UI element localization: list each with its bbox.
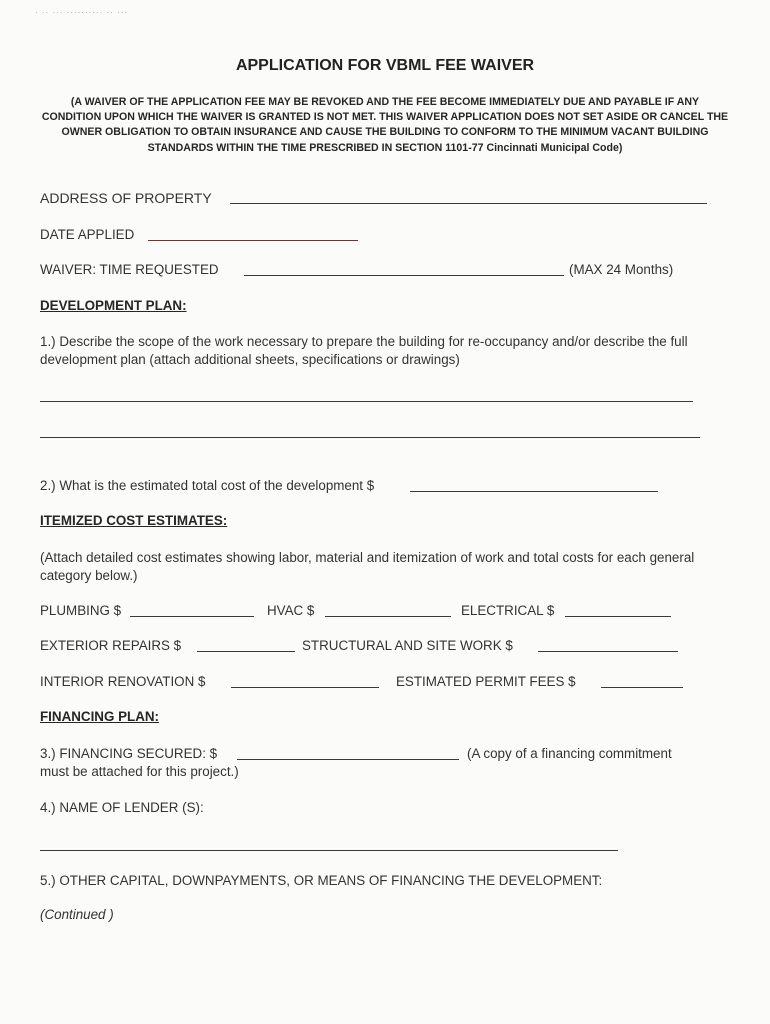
disclaimer-main: (A WAIVER OF THE APPLICATION FEE MAY BE REVOKED AND THE FEE BECOME IMMEDIATELY DUE AND PAYABLE IF ANY CONDITION UPON WHICH THE WAIVER IS GRANTED IS NOT MET. THIS WAIVER APPLICATION DOES NOT SET ASIDE OR CANCEL THE OWNER OBLIGATION TO OBTAIN INSURANCE AND CAUSE THE BUILDING TO CONFORM TO THE MINIMUM VACANT BUILDING STANDARDS WITHIN THE TIME PRESCRIBED IN SECTION 1101-77 xyxy=(41,96,729,154)
electrical-label: ELECTRICAL $ xyxy=(461,603,555,618)
interior-renovation-label: INTERIOR RENOVATION $ xyxy=(40,674,206,689)
question-3-note: (A copy of a financing commitment xyxy=(467,746,672,761)
itemized-cost-note: (Attach detailed cost estimates showing labor, material and itemization of work and total costs for each general category below.) xyxy=(40,550,695,583)
itemized-cost-heading: ITEMIZED COST ESTIMATES: xyxy=(40,513,228,528)
exterior-repairs-field-line[interactable] xyxy=(197,651,295,652)
disclaimer-tail: Cincinnati Municipal Code) xyxy=(483,141,623,154)
electrical-field-line[interactable] xyxy=(565,616,671,617)
question-3-note-cont: must be attached for this project.) xyxy=(40,764,239,779)
structural-label: STRUCTURAL AND SITE WORK $ xyxy=(302,638,513,653)
address-label: ADDRESS OF PROPERTY xyxy=(40,190,212,206)
question-3-label: 3.) FINANCING SECURED: $ xyxy=(40,746,218,761)
scan-header-mark: · ·· ··· ·········· ·· ··· xyxy=(35,8,129,17)
waiver-max-note: (MAX 24 Months) xyxy=(569,262,674,277)
interior-renovation-field-line[interactable] xyxy=(231,687,379,688)
plumbing-label: PLUMBING $ xyxy=(40,603,122,618)
lender-name-field-line[interactable] xyxy=(40,850,618,851)
date-applied-field-line[interactable] xyxy=(148,240,358,241)
question-2-cost-field-line[interactable] xyxy=(410,491,658,492)
question-4-label: 4.) NAME OF LENDER (S): xyxy=(40,800,204,815)
date-applied-label: DATE APPLIED xyxy=(40,227,135,242)
structural-field-line[interactable] xyxy=(538,651,678,652)
question-5-label: 5.) OTHER CAPITAL, DOWNPAYMENTS, OR MEANS OF FINANCING THE DEVELOPMENT: xyxy=(40,873,603,888)
hvac-field-line[interactable] xyxy=(325,616,451,617)
waiver-time-label: WAIVER: TIME REQUESTED xyxy=(40,262,219,277)
question-2-text: 2.) What is the estimated total cost of the development $ xyxy=(40,478,375,493)
permit-fees-label: ESTIMATED PERMIT FEES $ xyxy=(396,674,576,689)
plumbing-field-line[interactable] xyxy=(130,616,254,617)
financing-plan-heading: FINANCING PLAN: xyxy=(40,709,160,724)
continued-note: (Continued ) xyxy=(40,907,114,922)
form-title: APPLICATION FOR VBML FEE WAIVER xyxy=(235,57,535,74)
development-plan-heading: DEVELOPMENT PLAN: xyxy=(40,298,187,313)
question-1-text: 1.) Describe the scope of the work necessary to prepare the building for re-occupancy and/or describe the full development plan (attach additional sheets, specifications or drawings) xyxy=(40,334,688,367)
permit-fees-field-line[interactable] xyxy=(601,687,683,688)
waiver-time-field-line[interactable] xyxy=(244,275,564,276)
question-1-answer-line-2[interactable] xyxy=(40,437,700,438)
question-1-answer-line-1[interactable] xyxy=(40,401,693,402)
address-field-line[interactable] xyxy=(230,203,707,204)
hvac-label: HVAC $ xyxy=(267,603,315,618)
waiver-disclaimer xyxy=(40,95,730,156)
exterior-repairs-label: EXTERIOR REPAIRS $ xyxy=(40,638,182,653)
financing-secured-field-line[interactable] xyxy=(237,759,459,760)
